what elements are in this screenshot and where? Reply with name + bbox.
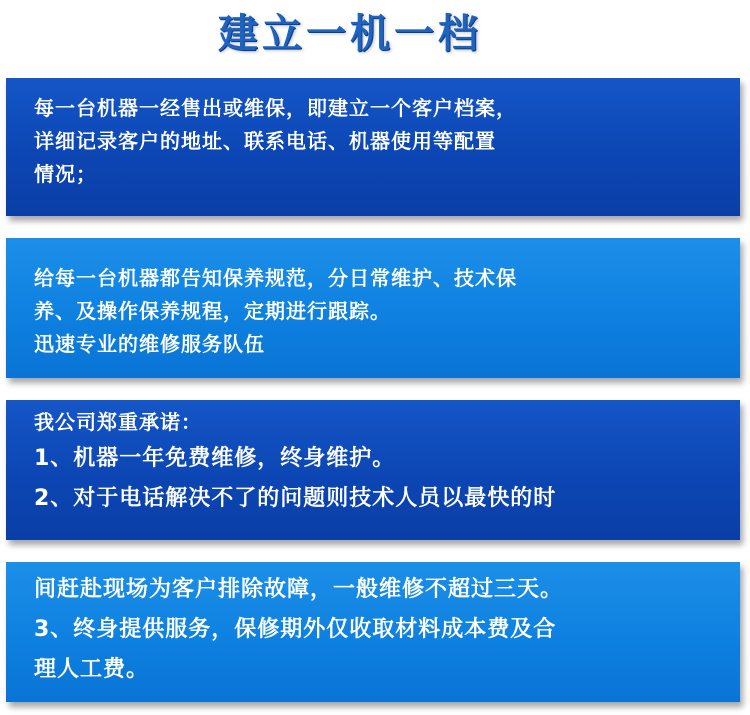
- promise-item-2: 2、对于电话解决不了的问题则技术人员以最快的时: [34, 486, 557, 511]
- panel-text-line: 详细记录客户的地址、联系电话、机器使用等配置: [34, 129, 496, 153]
- panel-text-line: 给每一台机器都告知保养规范，分日常维护、技术保: [34, 266, 517, 290]
- promise-item-3: 3、终身提供服务，保修期外仅收取材料成本费及合: [34, 617, 557, 642]
- panel-text-line: 迅速专业的维修服务队伍: [34, 332, 265, 356]
- panel-text-line: 每一台机器一经售出或维保，即建立一个客户档案，: [34, 96, 517, 120]
- promise-item-1: 1、机器一年免费维修，终身维护。: [34, 446, 396, 471]
- panel-text-line: 养、及操作保养规程，定期进行跟踪。: [34, 299, 391, 323]
- promise-panel: [6, 400, 740, 540]
- maintenance-panel: [6, 238, 740, 378]
- file-archive-panel: [6, 78, 740, 216]
- page-title: 建立一机一档: [218, 10, 482, 57]
- panel-heading: 我公司郑重承诺：: [34, 410, 202, 434]
- promise-item-2-cont: 间赶赴现场为客户排除故障，一般维修不超过三天。: [34, 577, 564, 602]
- service-panel: [6, 562, 740, 702]
- panel-text-line: 情况；: [34, 162, 97, 186]
- promise-item-3-cont: 理人工费。: [34, 657, 150, 682]
